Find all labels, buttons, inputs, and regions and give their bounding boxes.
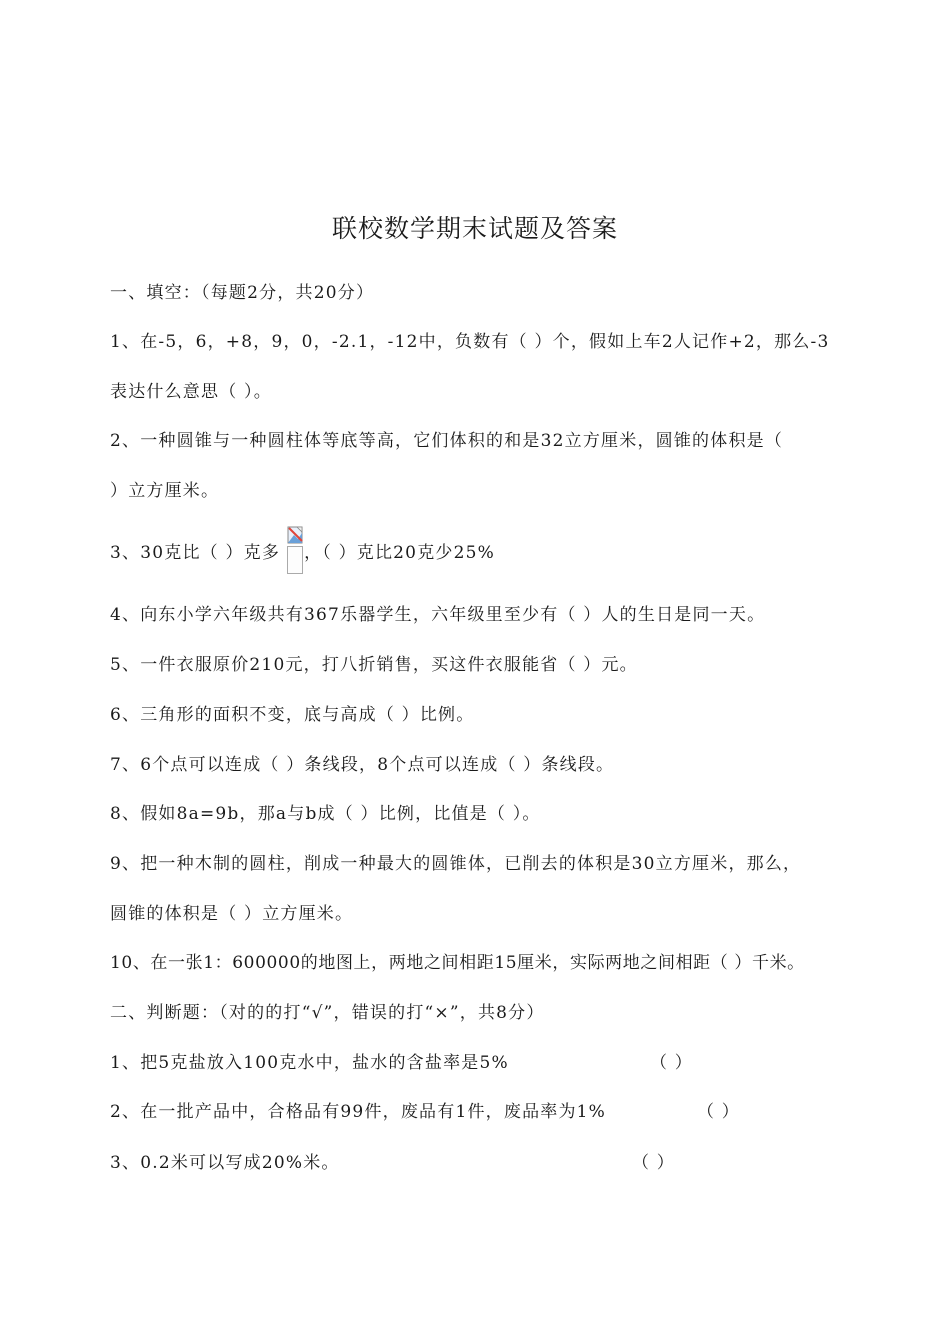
question-2-line-2: ）立方厘米。 xyxy=(110,481,220,501)
judge-1: 1、把5克盐放入100克水中，盐水的含盐率是5% xyxy=(110,1053,509,1073)
question-4: 4、向东小学六年级共有367乐器学生，六年级里至少有（ ）人的生日是同一天。 xyxy=(110,605,766,625)
question-2-line-1: 2、一种圆锥与一种圆柱体等底等高，它们体积的和是32立方厘米，圆锥的体积是（ xyxy=(110,431,784,451)
section-heading-fill-blank: 一、填空：（每题2分，共20分） xyxy=(110,283,375,303)
question-3-part-2: ，（ ）克比20克少25% xyxy=(304,543,495,563)
page-title: 联校数学期末试题及答案 xyxy=(331,214,618,243)
question-3-part-1: 3、30克比（ ）克多 xyxy=(110,543,281,563)
question-6: 6、三角形的面积不变，底与高成（ ）比例。 xyxy=(110,705,475,725)
judge-2-answer-paren: （ ） xyxy=(697,1102,741,1122)
question-7: 7、6个点可以连成（ ）条线段，8个点可以连成（ ）条线段。 xyxy=(110,755,615,775)
question-1-line-1: 1、在-5，6，+8，9，0，-2.1，-12中，负数有（ ）个，假如上车2人记作+2，那么-3 xyxy=(110,332,830,352)
question-8: 8、假如8a=9b，那a与b成（ ）比例，比值是（ ）。 xyxy=(110,804,541,824)
section-heading-true-false: 二、判断题：（对的的打“√”，错误的打“×”，共8分） xyxy=(110,1003,545,1023)
judge-3: 3、0.2米可以写成20%米。 xyxy=(110,1153,340,1173)
judge-2: 2、在一批产品中，合格品有99件，废品有1件，废品率为1% xyxy=(110,1102,607,1122)
question-9-line-1: 9、把一种木制的圆柱，削成一种最大的圆锥体，已削去的体积是30立方厘米，那么， xyxy=(110,854,802,874)
question-10: 10、在一张1：600000的地图上，两地之间相距15厘米，实际两地之间相距（ ）千米。 xyxy=(110,953,805,973)
broken-image-icon xyxy=(287,524,305,574)
question-9-line-2: 圆锥的体积是（ ）立方厘米。 xyxy=(110,904,354,924)
question-1-line-2: 表达什么意思（ ）。 xyxy=(110,382,272,402)
judge-1-answer-paren: （ ） xyxy=(650,1053,694,1073)
question-5: 5、一件衣服原价210元，打八折销售，买这件衣服能省（ ）元。 xyxy=(110,655,638,675)
judge-3-answer-paren: （ ） xyxy=(632,1153,676,1173)
